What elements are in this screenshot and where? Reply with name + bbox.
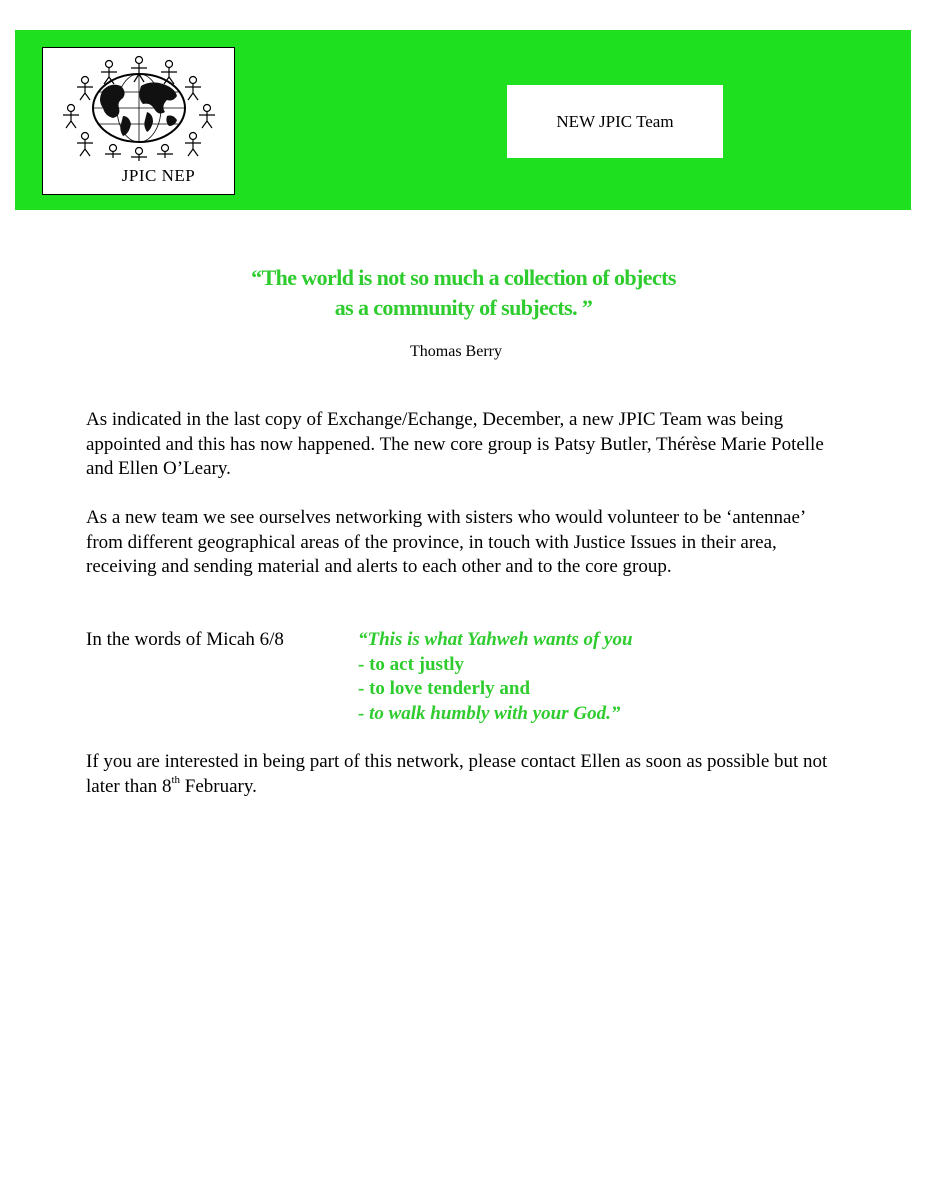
micah-line-3: - to love tenderly and — [358, 678, 531, 699]
contact-text: If you are interested in being part of this network, please contact Ellen as soon as possible but not later than 8 — [86, 751, 828, 797]
header-band — [15, 30, 911, 210]
micah-line-2: - to act justly — [358, 653, 465, 675]
contact-text-end: February. — [180, 775, 257, 797]
paragraph-networking: As a new team we see ourselves networking with sisters who would volunteer to be ‘antennae’ from different geographical areas of the province, in touch with Justice Issues in their area, receiving and sending material and alerts to each other and to the core group. — [86, 507, 805, 577]
logo-caption: JPIC NEP — [121, 166, 196, 185]
quote-author: Thomas Berry — [410, 343, 502, 360]
jpic-logo — [42, 47, 235, 195]
paragraph-new-team: As indicated in the last copy of Exchange/Echange, December, a new JPIC Team was being appointed and this has now happened. The new core group is Patsy Butler, Thérèse Marie Potelle and Ellen O’Leary. — [86, 409, 824, 479]
paragraph-contact — [86, 750, 846, 799]
quote-line-1: “The world is not so much a collection of objects — [251, 265, 676, 290]
micah-line-4: - to walk humbly with your God.” — [358, 702, 621, 724]
quote — [0, 263, 927, 323]
team-label-box — [507, 85, 723, 158]
quote-line-2: as a community of subjects. ” — [334, 295, 593, 320]
team-label: NEW JPIC Team — [556, 111, 674, 131]
micah-line-1: “This is what Yahweh wants of you — [358, 629, 633, 650]
micah-quote — [358, 628, 633, 726]
date-suffix: th — [171, 773, 181, 786]
globe-with-people-icon — [51, 52, 227, 164]
micah-label: In the words of Micah 6/8 — [86, 629, 284, 650]
